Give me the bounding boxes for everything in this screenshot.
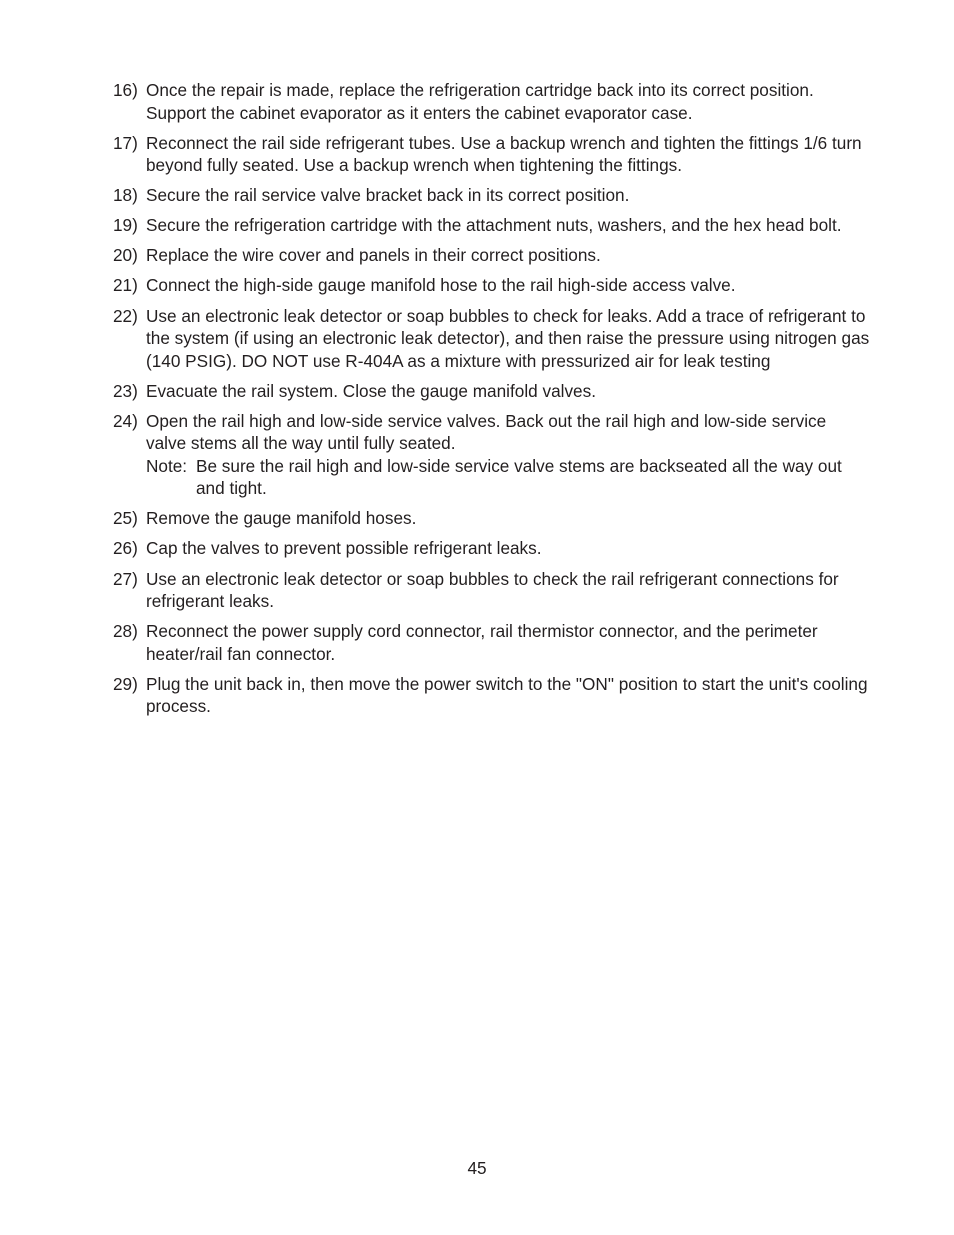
step-number: 17) <box>113 132 138 153</box>
step-27 <box>113 568 871 613</box>
note-text: Be sure the rail high and low-side service valve stems are backseated all the way out and tight. <box>196 455 842 499</box>
page-number: 45 <box>467 1158 487 1178</box>
step-number: 29) <box>113 673 138 694</box>
step-number: 28) <box>113 621 138 642</box>
step-text: Remove the gauge manifold hoses. <box>146 508 417 529</box>
step-number: 21) <box>113 275 138 296</box>
step-20 <box>113 244 871 267</box>
step-number: 26) <box>113 538 138 559</box>
step-text: Secure the refrigeration cartridge with the attachment nuts, washers, and the hex head bolt. <box>146 215 842 236</box>
step-text: Reconnect the power supply cord connector, rail thermistor connector, and the perimeter heater/rail fan connector. <box>146 621 818 664</box>
step-number: 27) <box>113 568 138 589</box>
step-text: Plug the unit back in, then move the power switch to the "ON" position to start the unit's cooling process. <box>146 673 868 717</box>
step-text: Cap the valves to prevent possible refrigerant leaks. <box>146 538 542 559</box>
step-17 <box>113 132 871 177</box>
step-number: 20) <box>113 245 138 266</box>
step-21 <box>113 274 871 297</box>
step-number: 22) <box>113 305 138 326</box>
step-number: 19) <box>113 215 138 236</box>
step-18 <box>113 184 871 207</box>
step-text: Replace the wire cover and panels in their correct positions. <box>146 245 601 266</box>
step-16 <box>113 79 871 124</box>
step-text: Secure the rail service valve bracket back in its correct position. <box>146 185 630 206</box>
step-note <box>146 455 871 500</box>
step-text: Reconnect the rail side refrigerant tubes. Use a backup wrench and tighten the fittings 1/6 turn beyond fully seated. Use a backup wrench when tightening the fittings. <box>146 132 862 176</box>
note-label: Note: <box>146 455 188 476</box>
step-number: 16) <box>113 80 138 100</box>
step-24 <box>113 410 871 500</box>
step-number: 24) <box>113 410 138 431</box>
step-26 <box>113 537 871 560</box>
step-text: Evacuate the rail system. Close the gauge manifold valves. <box>146 380 596 401</box>
step-22 <box>113 305 871 373</box>
step-28 <box>113 620 871 665</box>
step-29 <box>113 673 871 718</box>
step-text: Use an electronic leak detector or soap bubbles to check the rail refrigerant connections for refrigerant leaks. <box>146 568 839 612</box>
step-text: Once the repair is made, replace the refrigeration cartridge back into its correct position. Support the cabinet evaporator as it enters the cabinet evaporator case. <box>146 80 814 123</box>
step-19 <box>113 214 871 237</box>
step-number: 18) <box>113 185 138 206</box>
step-text: Use an electronic leak detector or soap bubbles to check for leaks. Add a trace of refrigerant to the system (if using an electronic leak detector), and then raise the pressure using nitrogen gas (140 PSIG). DO NOT use R-404A as a mixture with pressurized air for leak testing <box>146 305 870 371</box>
step-number: 23) <box>113 380 138 401</box>
step-23 <box>113 380 871 403</box>
step-number: 25) <box>113 508 138 529</box>
step-text: Connect the high-side gauge manifold hose to the rail high-side access valve. <box>146 275 736 296</box>
step-text: Open the rail high and low-side service valves. Back out the rail high and low-side service valve stems all the way until fully seated. <box>146 410 827 454</box>
instruction-list <box>113 79 871 725</box>
step-25 <box>113 507 871 530</box>
